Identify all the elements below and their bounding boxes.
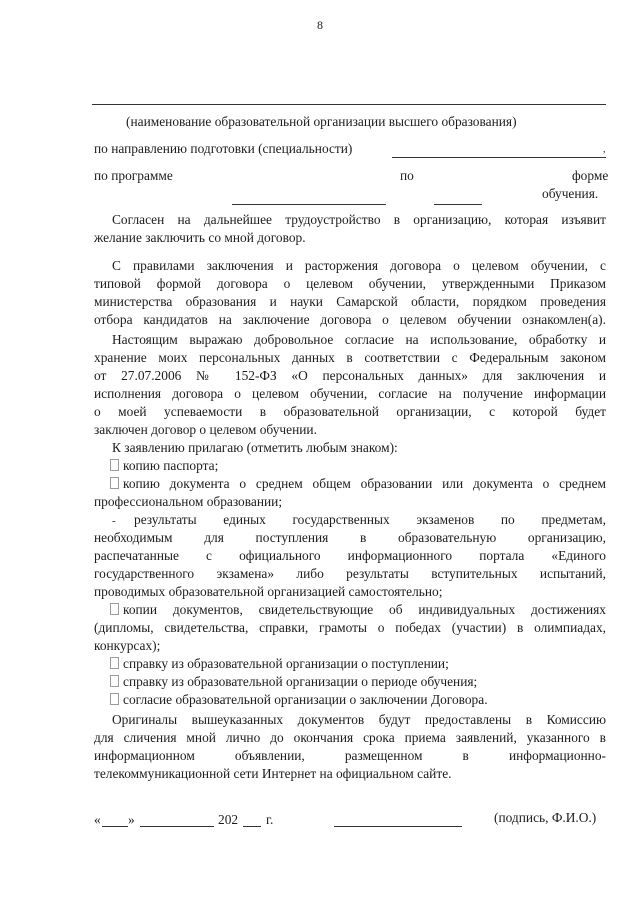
personal-data-line: хранение моих персональных данных в соответствии с Федеральным законом [94, 350, 606, 365]
attachment-line: справку из образовательной организации о поступлении; [123, 656, 449, 671]
attachment-item-ege [112, 512, 116, 528]
attachment-line: необходимым для поступления в образовательную организацию, [94, 530, 606, 545]
date-day-field[interactable] [102, 826, 128, 827]
originals-line: телекоммуникационной сети Интернет на официальном сайте. [94, 766, 452, 781]
attachment-line: копию паспорта; [123, 458, 219, 473]
personal-data-line: от 27.07.2006 № 152-ФЗ «О персональных данных» для заключения и [94, 368, 606, 383]
attachment-line: результаты единых государственных экзаменов по предметам, [134, 512, 606, 527]
rules-paragraph-line: С правилами заключения и расторжения договора о целевом обучении, с [112, 258, 606, 273]
attachment-item-contract-consent [110, 692, 488, 708]
attachment-checkbox[interactable] [110, 657, 119, 669]
signature-field[interactable] [334, 826, 462, 827]
direction-tick: , [603, 144, 606, 155]
personal-data-line: Настоящим выражаю добровольное согласие на использование, обработку и [112, 332, 606, 347]
rules-paragraph-line: отбора кандидатов на заключение договора о целевом обучении ознакомлен(а). [94, 312, 606, 327]
date-open-quote: « [94, 812, 101, 827]
date-year-field[interactable] [243, 826, 261, 827]
attachment-checkbox[interactable] [110, 675, 119, 687]
attachment-item-education-doc [110, 476, 606, 492]
originals-line: информационном объявлении, размещенном в информационно- [94, 748, 606, 763]
date-month-field[interactable] [140, 826, 214, 827]
attachment-line: (дипломы, свидетельства, справки, грамоты о победах (участии) в олимпиадах, [94, 620, 606, 635]
attachments-intro: К заявлению прилагаю (отметить любым знаком): [112, 440, 398, 455]
attachment-checkbox[interactable] [110, 693, 119, 705]
program-label: по программе [94, 168, 173, 183]
attachment-checkbox[interactable] [110, 459, 119, 471]
attachment-line: распечатанные с официального информационного портала «Единого [94, 548, 606, 563]
date-year-suffix: г. [266, 812, 274, 827]
personal-data-line: заключен договор о целевом обучении. [94, 422, 317, 437]
program-name-field[interactable] [232, 204, 386, 205]
direction-field[interactable] [392, 157, 606, 158]
attachment-item-study-period-cert [110, 674, 477, 690]
date-close-quote: » [128, 812, 135, 827]
direction-label: по направлению подготовки (специальности) [94, 141, 353, 156]
study-form-field[interactable] [434, 204, 482, 205]
originals-line: для сличения мной лично до окончания срока приема заявлений, указанного в [94, 730, 606, 745]
institution-caption: (наименование образовательной организации высшего образования) [126, 114, 517, 129]
attachment-line: копии документов, свидетельствующие об индивидуальных достижениях [123, 602, 606, 617]
originals-line: Оригиналы вышеуказанных документов будут предоставлены в Комиссию [112, 712, 606, 727]
attachment-item-passport [110, 458, 218, 474]
attachment-checkbox[interactable] [110, 603, 119, 615]
attachment-line: согласие образовательной организации о заключении Договора. [123, 692, 488, 707]
attachment-line: справку из образовательной организации о периоде обучения; [123, 674, 478, 689]
attachment-checkbox[interactable]: - [112, 515, 116, 527]
attachment-line: проводимых образовательной организацией самостоятельно; [94, 584, 443, 599]
consent-employment-line: Согласен на дальнейшее трудоустройство в организацию, которая изъявит [112, 212, 606, 227]
attachment-checkbox[interactable] [110, 477, 119, 489]
date-year-prefix: 202 [218, 812, 239, 827]
attachment-line: профессиональном образовании; [94, 494, 283, 509]
signature-caption: (подпись, Ф.И.О.) [494, 810, 597, 825]
personal-data-line: исполнения договора о целевом обучении, согласие на получение информации [94, 386, 606, 401]
attachment-item-admission-cert [110, 656, 449, 672]
program-po: по [400, 168, 414, 183]
consent-employment-line: желание заключить со мной договор. [94, 230, 306, 245]
program-obucheniya: обучения. [542, 186, 599, 201]
program-forme: форме [572, 168, 609, 183]
rules-paragraph-line: типовой формой договора о целевом обучении, утвержденными Приказом [94, 276, 606, 291]
attachment-line: конкурсах); [94, 638, 161, 653]
attachment-line: копию документа о среднем общем образовании или документа о среднем [123, 476, 606, 491]
attachment-line: государственного экзамена» либо результаты вступительных испытаний, [94, 566, 606, 581]
rules-paragraph-line: министерства образования и науки Самарской области, порядком проведения [94, 294, 606, 309]
institution-name-field[interactable] [92, 104, 606, 105]
page-number: 8 [317, 18, 323, 32]
personal-data-line: о моей успеваемости в образовательной организации, с которой будет [94, 404, 606, 419]
attachment-item-achievements [110, 602, 606, 618]
